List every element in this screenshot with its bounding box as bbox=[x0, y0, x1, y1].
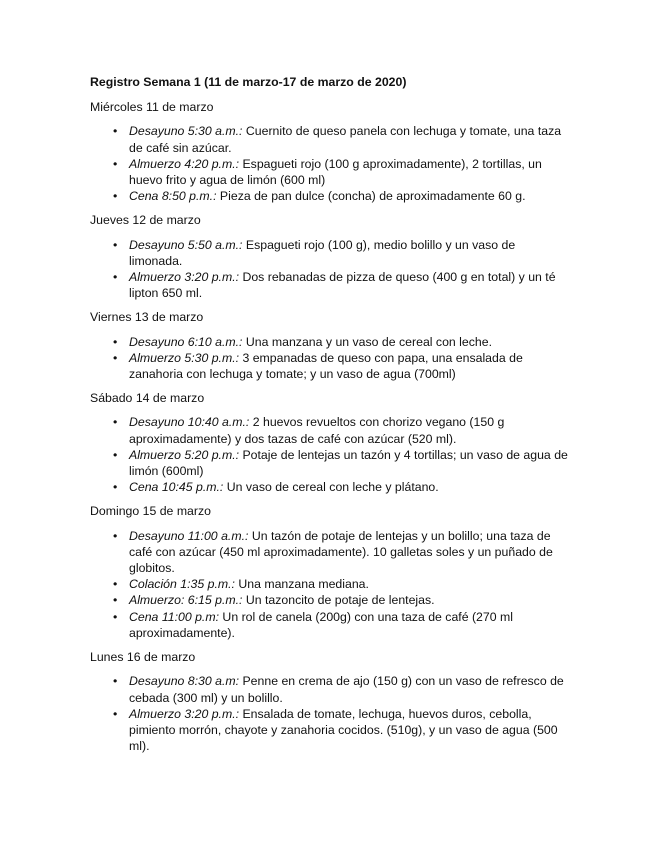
meal-entry bbox=[90, 576, 568, 592]
meal-text: Cuernito de queso panela con lechuga y tomate, una taza de café sin azúcar. bbox=[129, 124, 562, 155]
meal-entry bbox=[90, 479, 568, 495]
meal-list bbox=[90, 414, 568, 495]
meal-label: Almuerzo: 6:15 p.m.: bbox=[129, 593, 243, 608]
meal-label: Cena 10:45 p.m.: bbox=[129, 480, 224, 495]
meal-entry bbox=[90, 706, 568, 755]
meal-label: Desayuno 6:10 a.m.: bbox=[129, 334, 243, 349]
meal-entry bbox=[90, 123, 568, 155]
meal-text: Un vaso de cereal con leche y plátano. bbox=[223, 480, 439, 495]
meal-label: Cena 8:50 p.m.: bbox=[129, 189, 217, 204]
meal-text: Ensalada de tomate, lechuga, huevos duros, cebolla, pimiento morrón, chayote y zanahoria cocidos. (510g), y un vaso de agua (500 ml). bbox=[129, 706, 558, 754]
meal-list bbox=[90, 123, 568, 204]
day-section-sunday bbox=[90, 503, 568, 641]
meal-entry bbox=[90, 156, 568, 188]
meal-label: Almuerzo 3:20 p.m.: bbox=[129, 270, 240, 285]
meal-text: Dos rebanadas de pizza de queso (400 g en total) y un té lipton 650 ml. bbox=[129, 270, 556, 301]
meal-text: Espagueti rojo (100 g), medio bolillo y un vaso de limonada. bbox=[129, 237, 516, 268]
meal-text: Penne en crema de ajo (150 g) con un vaso de refresco de cebada (300 ml) y un bolillo. bbox=[129, 674, 564, 705]
meal-entry bbox=[90, 673, 568, 705]
day-heading: Jueves 12 de marzo bbox=[90, 213, 201, 228]
meal-text: Un rol de canela (200g) con una taza de café (270 ml aproximadamente). bbox=[129, 609, 513, 640]
meal-entry bbox=[90, 269, 568, 301]
meal-label: Desayuno 5:50 a.m.: bbox=[129, 237, 243, 252]
meal-list bbox=[90, 237, 568, 302]
meal-label: Almuerzo 5:20 p.m.: bbox=[129, 447, 240, 462]
day-section-wednesday bbox=[90, 99, 568, 204]
meal-text: Un tazoncito de potaje de lentejas. bbox=[242, 593, 435, 608]
meal-text: Un tazón de potaje de lentejas y un bolillo; una taza de café con azúcar (450 ml aproximadamente). 10 galletas soles y un puñado de globitos. bbox=[129, 528, 553, 576]
meal-label: Almuerzo 3:20 p.m.: bbox=[129, 706, 240, 721]
day-section-friday bbox=[90, 309, 568, 382]
meal-entry bbox=[90, 528, 568, 577]
meal-entry bbox=[90, 350, 568, 382]
meal-label: Desayuno 8:30 a.m: bbox=[129, 674, 240, 689]
meal-label: Desayuno 5:30 a.m.: bbox=[129, 124, 243, 139]
day-section-saturday bbox=[90, 390, 568, 495]
day-heading: Viernes 13 de marzo bbox=[90, 310, 204, 325]
meal-label: Almuerzo 4:20 p.m.: bbox=[129, 156, 240, 171]
meal-entry bbox=[90, 188, 568, 204]
meal-label: Cena 11:00 p.m: bbox=[129, 609, 220, 624]
meal-label: Desayuno 11:00 a.m.: bbox=[129, 528, 249, 543]
meal-entry bbox=[90, 592, 568, 608]
meal-text: Potaje de lentejas un tazón y 4 tortillas; un vaso de agua de limón (600ml) bbox=[129, 447, 568, 479]
document-body bbox=[90, 74, 568, 762]
meal-entry bbox=[90, 237, 568, 269]
meal-label: Colación 1:35 p.m.: bbox=[129, 577, 235, 592]
meal-label: Almuerzo 5:30 p.m.: bbox=[129, 350, 240, 365]
meal-entry bbox=[90, 609, 568, 641]
meal-label: Desayuno 10:40 a.m.: bbox=[129, 415, 250, 430]
day-heading: Miércoles 11 de marzo bbox=[90, 100, 214, 115]
meal-list bbox=[90, 528, 568, 641]
day-section-monday bbox=[90, 649, 568, 754]
meal-entry bbox=[90, 447, 568, 479]
meal-list bbox=[90, 334, 568, 383]
meal-entry bbox=[90, 334, 568, 350]
meal-entry bbox=[90, 414, 568, 446]
meal-text: Espagueti rojo (100 g aproximadamente), 2 tortillas, un huevo frito y agua de limón (600 ml) bbox=[129, 156, 542, 188]
meal-text: Una manzana y un vaso de cereal con leche. bbox=[242, 334, 492, 349]
day-heading: Sábado 14 de marzo bbox=[90, 391, 205, 406]
meal-list bbox=[90, 673, 568, 754]
day-section-thursday bbox=[90, 212, 568, 301]
day-heading: Domingo 15 de marzo bbox=[90, 504, 211, 519]
meal-text: 2 huevos revueltos con chorizo vegano (150 g aproximadamente) y dos tazas de café con azúcar (520 ml). bbox=[129, 415, 505, 446]
meal-text: Una manzana mediana. bbox=[234, 577, 369, 592]
meal-text: 3 empanadas de queso con papa, una ensalada de zanahoria con lechuga y tomate; y un vaso de agua (700ml) bbox=[129, 350, 523, 382]
document-title: Registro Semana 1 (11 de marzo-17 de marzo de 2020) bbox=[90, 75, 407, 89]
meal-text: Pieza de pan dulce (concha) de aproximadamente 60 g. bbox=[216, 189, 526, 204]
day-heading: Lunes 16 de marzo bbox=[90, 650, 196, 665]
